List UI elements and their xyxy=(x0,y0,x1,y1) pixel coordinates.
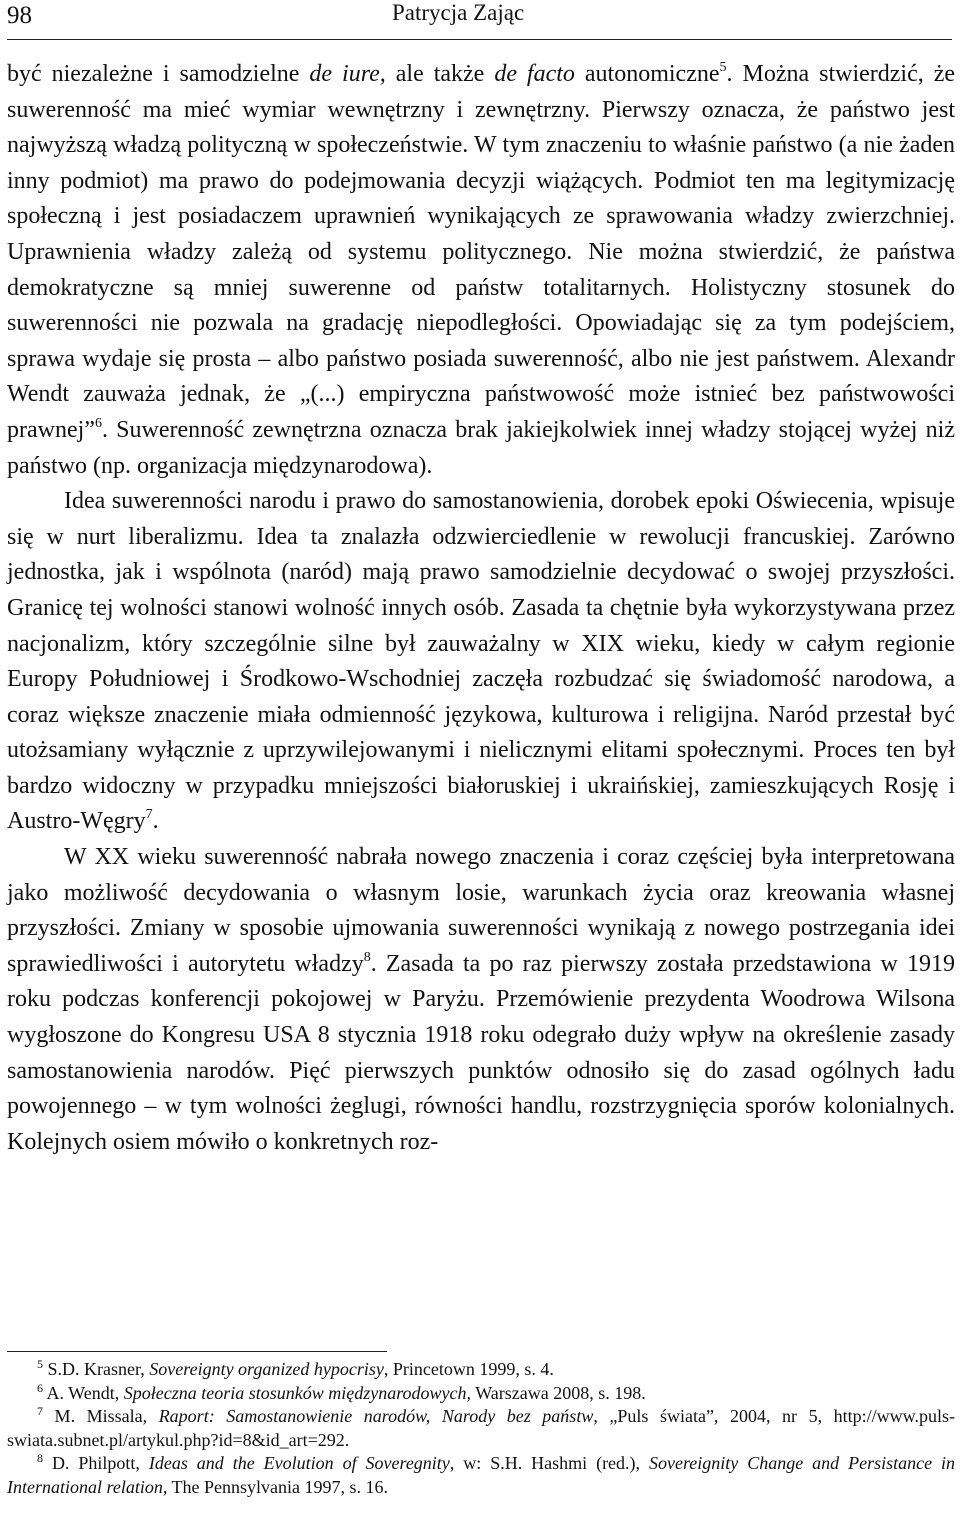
footnote-text: , Princetown 1999, s. 4. xyxy=(383,1359,554,1379)
footnote-text: S.D. Krasner, xyxy=(43,1359,150,1379)
header-rule xyxy=(7,39,952,40)
text-span: być niezależne i samodzielne xyxy=(7,61,310,87)
text-span: W XX wieku suwerenność nabrała nowego znaczenia i coraz częściej była interpretowana jako możliwość decydowania o własnym losie, warunkach życia oraz kreowania własnej przyszłości. Zmiany w sposobie ujmowania suwerenności wynikają z nowego postrzegania idei sprawiedliwości i autorytetu władzy xyxy=(7,844,955,977)
footnote-6 xyxy=(7,1382,955,1406)
footnote-title: Sovereignty organized hypocrisy xyxy=(149,1359,384,1379)
footnote-text: , „Puls świata”, 2004, nr 5, http://www.puls-swiata.subnet.pl/artykul.php?id=8&id_art=292. xyxy=(7,1406,955,1450)
footnote-title: Raport: Samostanowienie narodów, Narody bez państw xyxy=(158,1406,594,1426)
footnote-text: The Pennsylvania 1997, s. 16. xyxy=(167,1476,388,1497)
footnote-number: 8 xyxy=(37,1451,43,1465)
footnote-title: Ideas and the Evolution of Soveregnity xyxy=(148,1453,450,1473)
paragraph-1 xyxy=(7,57,955,484)
text-span: . xyxy=(152,808,159,835)
footnote-ref-6[interactable]: 6 xyxy=(94,415,102,431)
italic-span: de iure, xyxy=(309,61,386,87)
footnote-number: 6 xyxy=(37,1380,43,1395)
footnote-text: M. Missala, xyxy=(43,1406,159,1426)
paragraph-3 xyxy=(7,840,955,1160)
page-header xyxy=(7,0,952,40)
footnote-5 xyxy=(7,1358,955,1382)
footnote-separator xyxy=(7,1351,387,1352)
footnote-text: , w: S.H. Hashmi (red.), xyxy=(449,1453,649,1473)
footnote-8 xyxy=(7,1452,955,1499)
text-span: Idea suwerenności narodu i prawo do samostanowienia, dorobek epoki Oświecenia, wpisuje się w nurt liberalizmu. Idea ta znalazła odzwierciedlenie w rewolucji francuskiej. Zarówno jednostka, jak i wspólnota (naród) mają prawo samodzielnie decydować o swojej przyszłości. Granicę tej wolności stanowi wolność innych osób. Zasada ta chętnie była wykorzystywana przez nacjonalizm, który szczególnie silne był zauważalny w XIX wieku, kiedy w całym regionie Europy Południowej i Środkowo-Wschodniej zaczęła rozbudzać się świadomość narodowa, a coraz większe znaczenie miała odmienność językowa, kulturowa i religijna. Naród przestał być utożsamiany wyłącznie z uprzywilejowanymi i nielicznymi elitami społecznymi. Proces ten był bardzo widoczny w przypadku mniejszości białoruskiej i ukraińskiej, zamieszkujących Rosję i Austro-Węgry xyxy=(7,488,955,835)
text-span: . Suwerenność zewnętrzna oznacza brak jakiejkolwiek innej władzy stojącej wyżej niż państwo (np. organizacja międzynarodowa). xyxy=(7,416,955,479)
text-span: . Można stwierdzić, że suwerenność ma mieć wymiar wewnętrzny i zewnętrzny. Pierwszy oznacza, że państwo jest najwyższą władzą polityczną w społeczeństwie. W tym znaczeniu to właśnie państwo (a nie żaden inny podmiot) ma prawo do podejmowania decyzji wiążących. Podmiot ten ma legitymizację społeczną i jest posiadaczem uprawnień wynikających ze sprawowania władzy zwierzchniej. Uprawnienia władzy zależą od systemu politycznego. Nie można stwierdzić, że państwa demokratyczne są mniej suwerenne od państw totalitarnych. Holistyczny stosunek do suwerenności nie pozwala na gradację niepodległości. Opowiadając się za tym podejściem, sprawa wydaje się prosta – albo państwo posiada suwerenność, albo nie jest państwem. Alexandr Wendt zauważa jednak, że „(...) empiryczna państwowość może istnieć bez państwowości prawnej” xyxy=(7,61,955,443)
body-text xyxy=(7,57,955,1160)
footnote-ref-8[interactable]: 8 xyxy=(363,949,371,965)
footnote-ref-5[interactable]: 5 xyxy=(719,60,727,75)
page-number: 98 xyxy=(7,2,32,29)
text-span: autonomiczne xyxy=(574,61,720,87)
running-head-author: Patrycja Zając xyxy=(392,0,525,25)
footnotes xyxy=(7,1358,955,1499)
footnote-text: A. Wendt, xyxy=(43,1382,124,1403)
footnote-title: Społeczna teoria stosunków międzynarodowych, xyxy=(123,1382,472,1403)
footnote-text: Warszawa 2008, s. 198. xyxy=(471,1382,646,1403)
footnote-number: 5 xyxy=(37,1357,43,1371)
footnote-title: Sovereignity Change and Persistance in International relation, xyxy=(7,1453,956,1497)
italic-span: de facto xyxy=(494,61,575,87)
footnote-number: 7 xyxy=(37,1404,43,1418)
footnote-text: D. Philpott, xyxy=(43,1453,149,1473)
text-span: . Zasada ta po raz pierwszy została przedstawiona w 1919 roku podczas konferencji pokojowej w Paryżu. Przemówienie prezydenta Woodrowa Wilsona wygłoszone do Kongresu USA 8 stycznia 1918 roku odegrało duży wpływ na określenie zasady samostanowienia narodów. Pięć pierwszych punktów odnosiło się do zasad ogólnych ładu powojennego – w tym wolności żeglugi, równości handlu, rozstrzygnięcia sporów kolonialnych. Kolejnych osiem mówiło o konkretnych roz- xyxy=(7,950,955,1155)
text-span: ale także xyxy=(385,61,495,87)
paragraph-2 xyxy=(7,484,955,840)
footnote-ref-7[interactable]: 7 xyxy=(145,807,153,823)
footnote-7 xyxy=(7,1405,955,1452)
